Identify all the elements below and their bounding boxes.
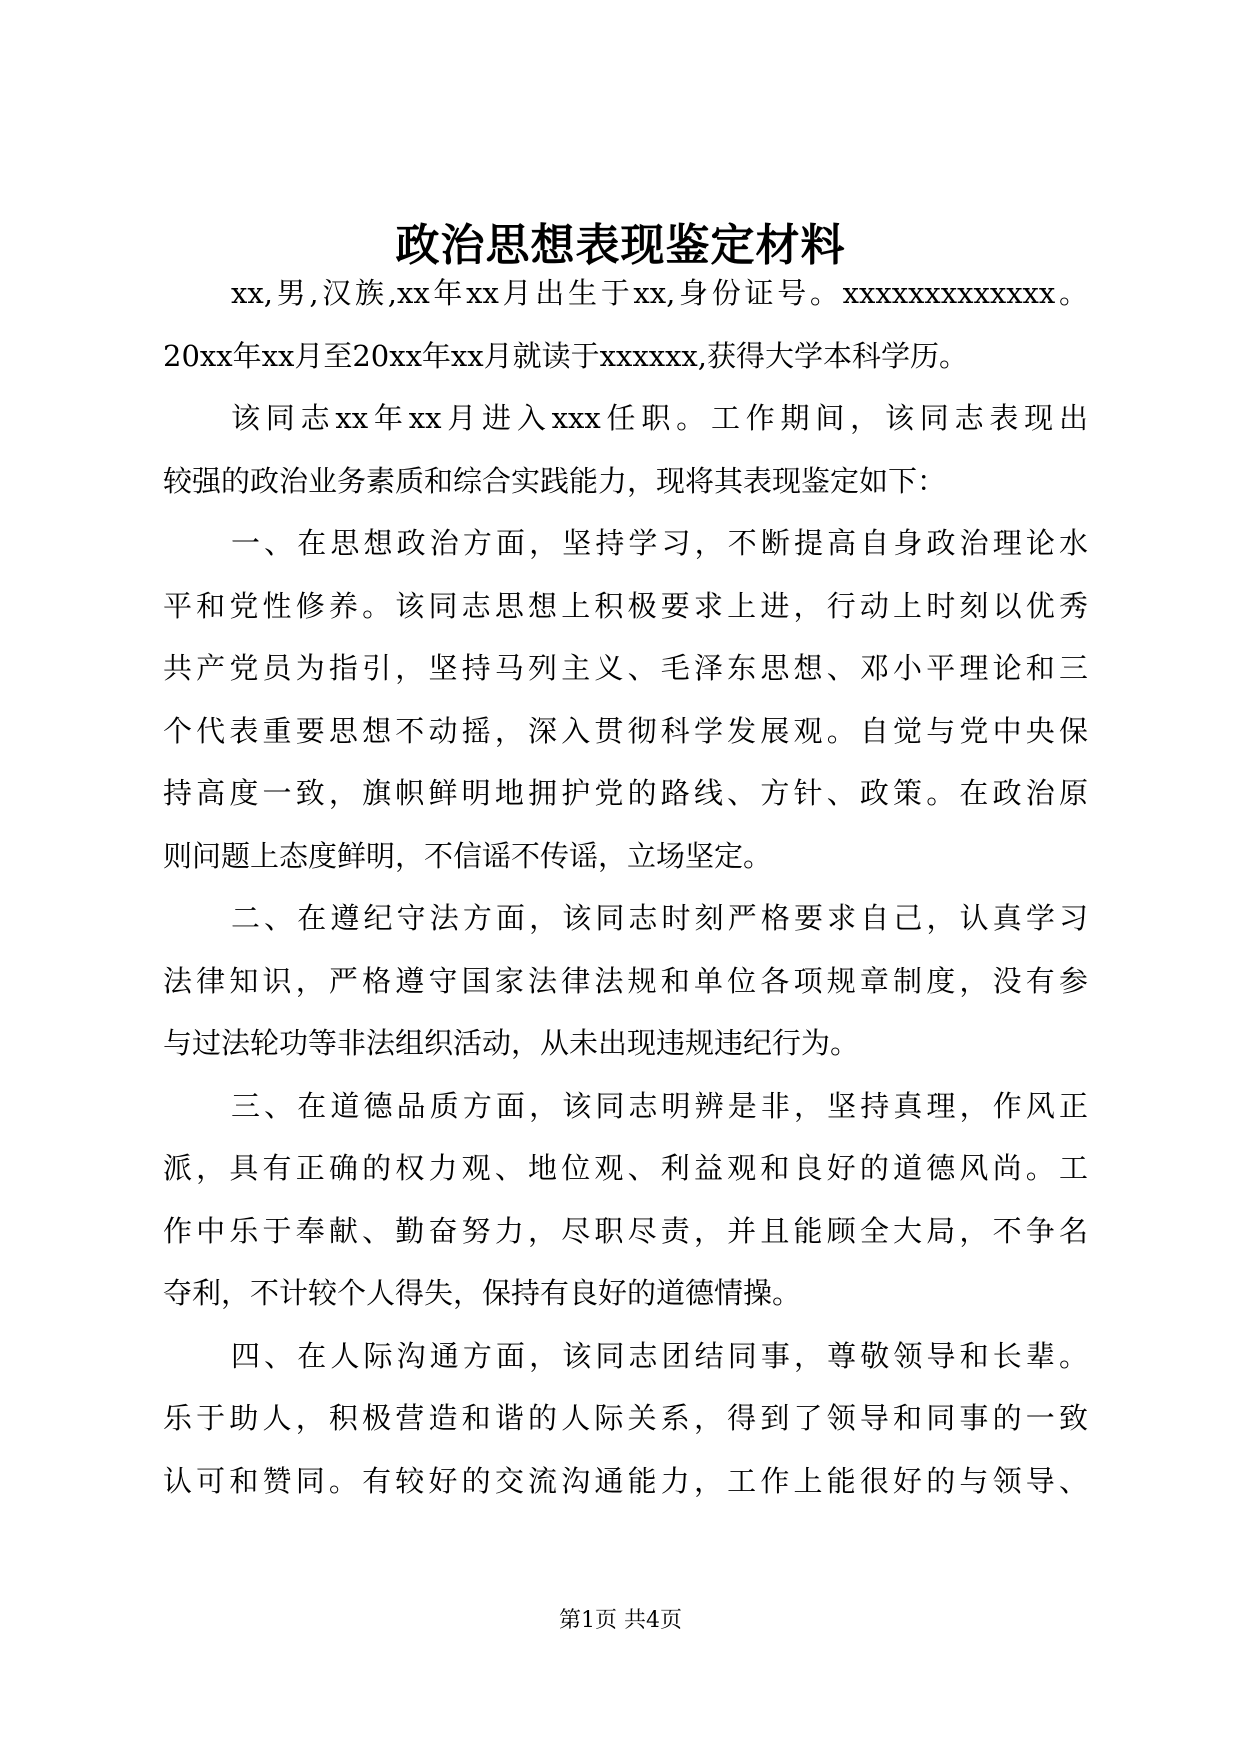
document-title: 政治思想表现鉴定材料 [395,220,846,271]
body-line-6: 平和党性修养。该同志思想上积极要求上进，行动上时刻以优秀 [163,588,1088,623]
body-line-18: 四、在人际沟通方面，该同志团结同事，尊敬领导和长辈。 [231,1338,1088,1373]
body-line-19: 乐于助人，积极营造和谐的人际关系，得到了领导和同事的一致 [163,1401,1088,1435]
body-line-16: 作中乐于奉献、勤奋努力，尽职尽责，并且能顾全大局，不争名 [163,1213,1088,1248]
body-line-12: 法律知识，严格遵守国家法律法规和单位各项规章制度，没有参 [163,963,1088,998]
body-line-15: 派，具有正确的权力观、地位观、利益观和良好的道德风尚。工 [163,1151,1088,1185]
body-line-3: 该同志xx年xx月进入xxx任职。工作期间，该同志表现出 [231,401,1088,435]
body-line-17: 夺利，不计较个人得失，保持有良好的道德情操。 [163,1276,802,1310]
document-body [163,262,1088,1512]
body-line-8: 个代表重要思想不动摇，深入贯彻科学发展观。自觉与党中央保 [163,713,1088,748]
body-line-10: 则问题上态度鲜明，不信谣不传谣，立场坚定。 [163,838,773,873]
body-line-5: 一、在思想政治方面，坚持学习，不断提高自身政治理论水 [231,526,1088,560]
page-number: 第1页 共4页 [559,1608,682,1633]
body-line-9: 持高度一致，旗帜鲜明地拥护党的路线、方针、政策。在政治原 [163,776,1088,810]
body-line-2: 20xx年xx月至20xx年xx月就读于xxxxxx,获得大学本科学历。 [163,338,968,373]
body-line-13: 与过法轮功等非法组织活动，从未出现违规违纪行为。 [163,1026,860,1060]
body-line-4: 较强的政治业务素质和综合实践能力，现将其表现鉴定如下： [163,463,947,498]
body-line-20: 认可和赞同。有较好的交流沟通能力，工作上能很好的与领导、 [163,1463,1088,1498]
body-line-1: xx,男,汉族,xx年xx月出生于xx,身份证号。xxxxxxxxxxxxx。 [231,276,1088,310]
body-line-7: 共产党员为指引，坚持马列主义、毛泽东思想、邓小平理论和三 [163,651,1088,685]
body-line-14: 三、在道德品质方面，该同志明辨是非，坚持真理，作风正 [231,1088,1088,1123]
body-line-11: 二、在遵纪守法方面，该同志时刻严格要求自己，认真学习 [231,901,1088,935]
